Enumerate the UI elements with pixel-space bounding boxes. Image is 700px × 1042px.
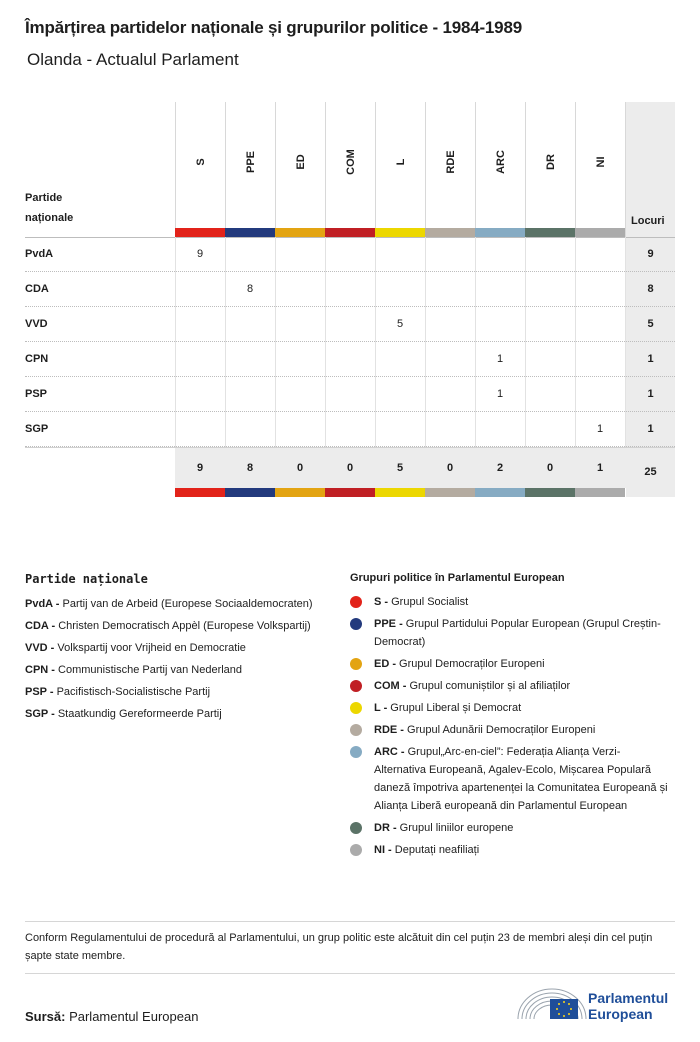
group-code: L - bbox=[374, 702, 388, 714]
party-code: VVD - bbox=[25, 642, 55, 654]
party-legend-item bbox=[25, 661, 325, 679]
footnote: Conform Regulamentului de procedură al Parlamentului, un grup politic este alcătuit din cel puțin 23 de membri aleși din cel puțin șapte state membre. bbox=[25, 932, 653, 962]
group-name: Grupul„Arc-en-ciel”: Federația Alianța Verzi-Alternativa Europeană, Agalev-Ecolo, Mișcarea Populară daneză împotriva apartenenței la Comunitatea Europeană și Alianța Liberă europeană din Parlamentul European bbox=[374, 746, 668, 812]
group-column-com bbox=[325, 102, 375, 237]
seat-cell: 1 bbox=[496, 353, 504, 365]
parties-legend bbox=[25, 572, 325, 727]
party-code: PSP - bbox=[25, 686, 54, 698]
source-value: Parlamentul European bbox=[65, 1009, 199, 1024]
group-legend-item bbox=[350, 699, 670, 717]
group-column-ppe bbox=[225, 102, 275, 237]
group-code: NI - bbox=[374, 844, 392, 856]
group-color-dot-icon bbox=[350, 702, 362, 714]
group-name: Grupul Socialist bbox=[388, 596, 469, 608]
group-color-dot-icon bbox=[350, 746, 362, 758]
group-color-bar-top bbox=[425, 228, 475, 237]
group-name: Grupul Adunării Democraților Europeni bbox=[403, 724, 596, 736]
group-color-bar-top bbox=[475, 228, 525, 237]
party-legend-item bbox=[25, 595, 325, 613]
row-total: 8 bbox=[647, 283, 654, 295]
party-legend-item bbox=[25, 617, 325, 635]
party-legend-item bbox=[25, 683, 325, 701]
party-code: CPN - bbox=[25, 664, 55, 676]
group-total: 1 bbox=[596, 462, 604, 474]
group-code: DR - bbox=[374, 822, 397, 834]
group-code: COM - bbox=[374, 680, 407, 692]
table-row bbox=[25, 377, 675, 412]
page-title: Împărțirea partidelor naționale și grupurilor politice - 1984-1989 bbox=[25, 18, 522, 37]
group-color-dot-icon bbox=[350, 822, 362, 834]
group-color-bar-bottom bbox=[475, 488, 525, 497]
party-name: Communistische Partij van Nederland bbox=[54, 664, 243, 676]
group-total: 2 bbox=[496, 462, 504, 474]
group-color-bar-top bbox=[375, 228, 425, 237]
group-label-com: COM bbox=[344, 149, 357, 175]
group-column-l bbox=[375, 102, 425, 237]
group-color-bar-top bbox=[175, 228, 225, 237]
group-color-dot-icon bbox=[350, 680, 362, 692]
party-legend-item bbox=[25, 705, 325, 723]
party-label: VVD bbox=[25, 318, 48, 330]
group-name: Grupul comuniștilor și al afiliaților bbox=[406, 680, 571, 692]
group-color-bar-bottom bbox=[525, 488, 575, 497]
row-total: 1 bbox=[647, 353, 654, 365]
group-label-dr: DR bbox=[544, 154, 557, 170]
table-row bbox=[25, 342, 675, 377]
group-total: 0 bbox=[446, 462, 454, 474]
group-code: RDE - bbox=[374, 724, 404, 736]
seat-cell: 9 bbox=[196, 248, 204, 260]
page-subtitle: Olanda - Actualul Parlament bbox=[27, 50, 239, 69]
group-name: Deputați neafiliați bbox=[391, 844, 480, 856]
group-color-dot-icon bbox=[350, 844, 362, 856]
group-column-ed bbox=[275, 102, 325, 237]
group-legend-item bbox=[350, 615, 670, 651]
logo-line2: European bbox=[588, 1006, 653, 1022]
group-color-dot-icon bbox=[350, 724, 362, 736]
seats-header: Locuri bbox=[631, 215, 665, 227]
group-color-bar-top bbox=[575, 228, 625, 237]
group-label-rde: RDE bbox=[444, 150, 457, 174]
group-legend-item bbox=[350, 677, 670, 695]
group-name: Grupul Liberal și Democrat bbox=[387, 702, 522, 714]
party-name: Christen Democratisch Appèl (Europese Volkspartij) bbox=[55, 620, 311, 632]
group-total: 9 bbox=[196, 462, 204, 474]
group-column-rde bbox=[425, 102, 475, 237]
seat-cell: 1 bbox=[496, 388, 504, 400]
group-legend-item bbox=[350, 743, 670, 815]
group-color-bar-bottom bbox=[425, 488, 475, 497]
row-total: 1 bbox=[647, 423, 654, 435]
group-color-bar-top bbox=[325, 228, 375, 237]
group-total: 0 bbox=[296, 462, 304, 474]
row-total: 5 bbox=[647, 318, 654, 330]
group-color-bar-bottom bbox=[225, 488, 275, 497]
party-name: Staatkundig Gereformeerde Partij bbox=[54, 708, 222, 720]
party-code: CDA - bbox=[25, 620, 56, 632]
group-legend-item bbox=[350, 593, 670, 611]
source bbox=[25, 1009, 198, 1024]
group-code: S - bbox=[374, 596, 389, 608]
group-column-dr bbox=[525, 102, 575, 237]
group-legend-item bbox=[350, 819, 670, 837]
group-color-bar-bottom bbox=[275, 488, 325, 497]
group-color-bar-bottom bbox=[575, 488, 625, 497]
party-label: SGP bbox=[25, 423, 49, 435]
logo-line1: Parlamentul bbox=[588, 990, 669, 1006]
seat-cell: 8 bbox=[246, 283, 254, 295]
party-code: PvdA - bbox=[25, 598, 60, 610]
row-header bbox=[25, 188, 73, 228]
group-name: Grupul Democraților Europeni bbox=[396, 658, 545, 670]
footer-divider-bottom bbox=[25, 973, 675, 974]
group-column-arc bbox=[475, 102, 525, 237]
group-color-dot-icon bbox=[350, 596, 362, 608]
party-name: Partij van de Arbeid (Europese Sociaaldemocraten) bbox=[59, 598, 313, 610]
group-total: 8 bbox=[246, 462, 254, 474]
group-column-ni bbox=[575, 102, 626, 237]
party-label: PvdA bbox=[25, 248, 54, 260]
group-name: Grupul liniilor europene bbox=[396, 822, 514, 834]
party-code: SGP - bbox=[25, 708, 55, 720]
group-label-s: S bbox=[194, 158, 207, 166]
group-color-bar-top bbox=[275, 228, 325, 237]
group-color-bar-top bbox=[525, 228, 575, 237]
row-header-line1: Partide bbox=[25, 192, 63, 204]
group-legend-item bbox=[350, 721, 670, 739]
group-total: 0 bbox=[346, 462, 354, 474]
row-total: 1 bbox=[647, 388, 654, 400]
source-label: Sursă: bbox=[25, 1009, 66, 1024]
parties-legend-title: Partide naționale bbox=[25, 572, 148, 586]
group-color-dot-icon bbox=[350, 658, 362, 670]
group-code: PPE - bbox=[374, 618, 403, 630]
grand-total: 25 bbox=[644, 466, 657, 478]
group-legend-item bbox=[350, 841, 670, 859]
group-label-arc: ARC bbox=[494, 150, 507, 174]
group-color-dot-icon bbox=[350, 618, 362, 630]
table-row bbox=[25, 307, 675, 342]
group-total: 0 bbox=[546, 462, 554, 474]
seat-distribution-table bbox=[0, 0, 700, 520]
european-parliament-hemicycle-icon bbox=[516, 983, 588, 1023]
table-row bbox=[25, 412, 675, 447]
group-code: ARC - bbox=[374, 746, 405, 758]
party-label: PSP bbox=[25, 388, 48, 400]
group-label-l: L bbox=[394, 158, 407, 166]
group-name: Grupul Partidului Popular European (Grupul Creștin-Democrat) bbox=[374, 618, 661, 648]
table-row bbox=[25, 237, 675, 272]
group-label-ppe: PPE bbox=[244, 150, 257, 174]
footer-divider-top bbox=[25, 921, 675, 922]
groups-legend bbox=[350, 572, 670, 863]
group-color-bar-bottom bbox=[175, 488, 225, 497]
party-name: Volkspartij voor Vrijheid en Democratie bbox=[54, 642, 246, 654]
row-total: 9 bbox=[647, 248, 654, 260]
group-column-s bbox=[175, 102, 225, 237]
seat-cell: 5 bbox=[396, 318, 404, 330]
group-label-ed: ED bbox=[294, 154, 307, 170]
party-label: CPN bbox=[25, 353, 49, 365]
party-name: Pacifistisch-Socialistische Partij bbox=[53, 686, 211, 698]
group-color-bar-top bbox=[225, 228, 275, 237]
party-legend-item bbox=[25, 639, 325, 657]
seat-cell: 1 bbox=[596, 423, 604, 435]
group-code: ED - bbox=[374, 658, 396, 670]
groups-legend-title: Grupuri politice în Parlamentul European bbox=[350, 572, 565, 584]
group-total: 5 bbox=[396, 462, 404, 474]
row-header-line2: naționale bbox=[25, 212, 74, 224]
group-label-ni: NI bbox=[594, 156, 607, 168]
group-color-bar-bottom bbox=[375, 488, 425, 497]
table-row bbox=[25, 272, 675, 307]
party-label: CDA bbox=[25, 283, 49, 295]
group-legend-item bbox=[350, 655, 670, 673]
group-color-bar-bottom bbox=[325, 488, 375, 497]
logo-text bbox=[588, 990, 668, 1022]
